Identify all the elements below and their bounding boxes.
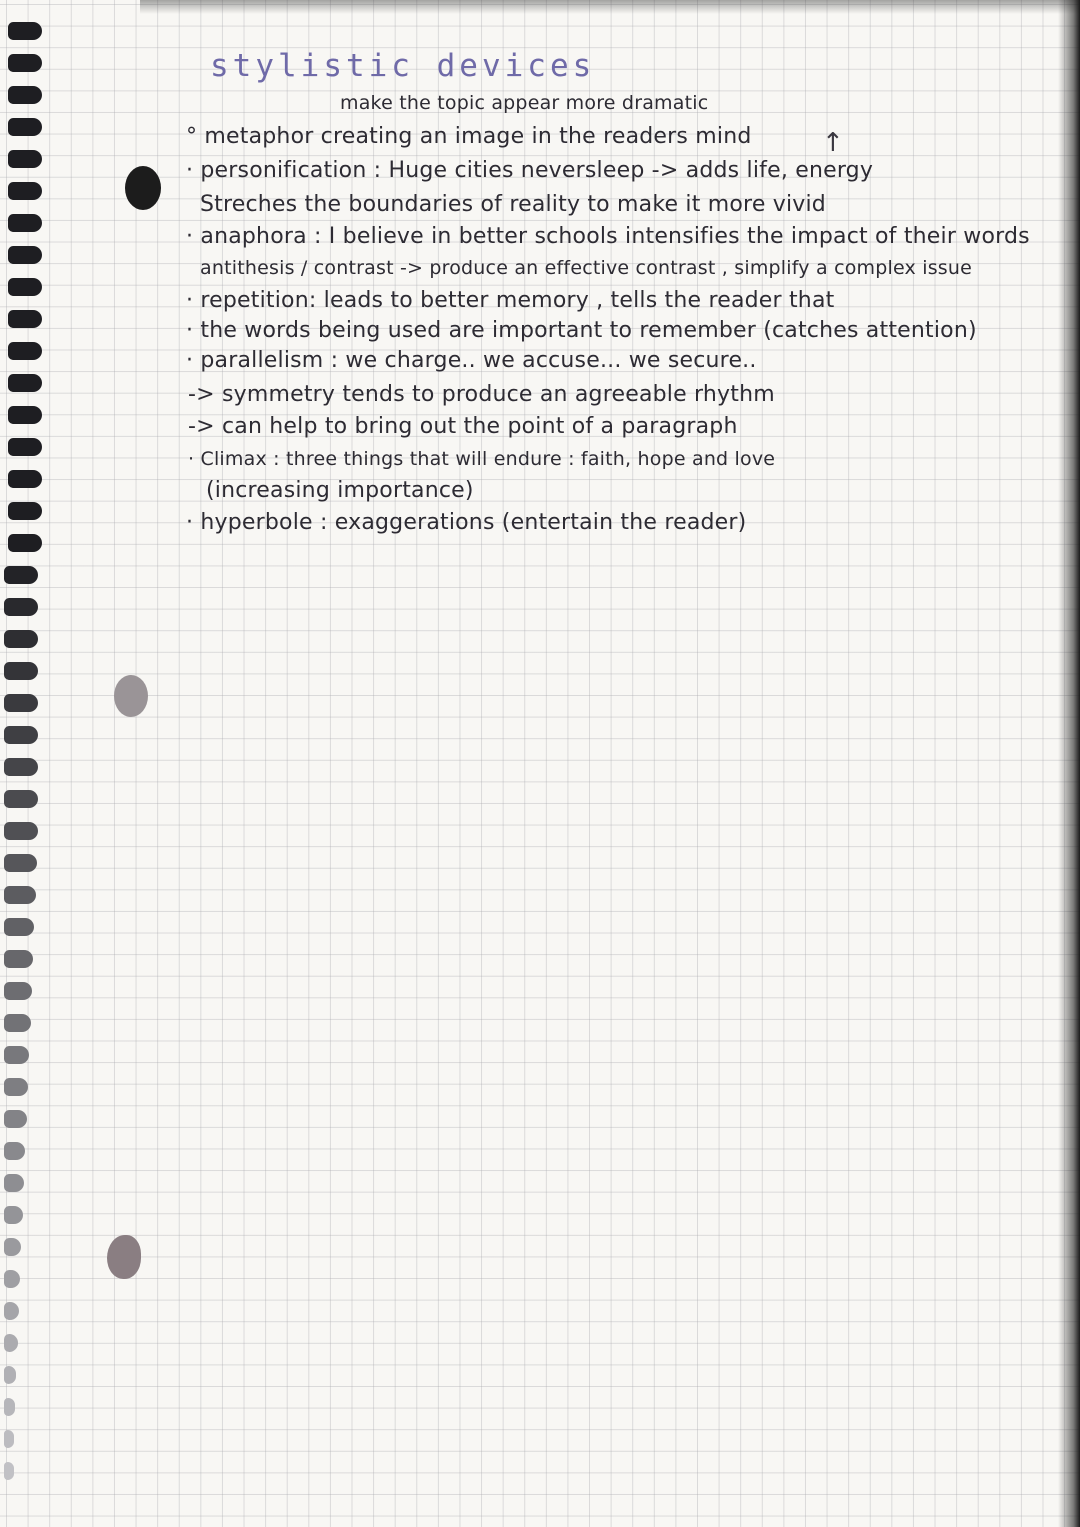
subtitle-line: make the topic appear more dramatic — [340, 92, 709, 114]
note-line-hyperbole: · hyperbole : exaggerations (entertain the reader) — [186, 510, 747, 535]
note-line-symmetry: -> symmetry tends to produce an agreeable rhythm — [188, 382, 775, 407]
note-line-paragraph: -> can help to bring out the point of a paragraph — [188, 414, 738, 439]
note-line-repetition: · repetition: leads to better memory , tells the reader that — [186, 288, 835, 313]
note-line-personification: · personification : Huge cities neversleep -> adds life, energy — [186, 158, 874, 183]
note-line-parallelism: · parallelism : we charge.. we accuse... we secure.. — [186, 348, 757, 373]
note-line-anaphora: · anaphora : I believe in better schools intensifies the impact of their words — [186, 224, 1030, 249]
note-line-antithesis: antithesis / contrast -> produce an effective contrast , simplify a complex issue — [200, 257, 973, 279]
arrow-up-icon: ↑ — [822, 128, 844, 158]
note-line-repetition-detail: · the words being used are important to remember (catches attention) — [186, 318, 977, 343]
page-title: stylistic devices — [210, 48, 596, 84]
note-line-metaphor: ° metaphor creating an image in the readers mind — [186, 124, 752, 149]
note-line-climax-detail: (increasing importance) — [206, 478, 474, 503]
note-line-personification-detail: Streches the boundaries of reality to make it more vivid — [200, 192, 826, 217]
note-line-climax: · Climax : three things that will endure : faith, hope and love — [188, 448, 776, 470]
